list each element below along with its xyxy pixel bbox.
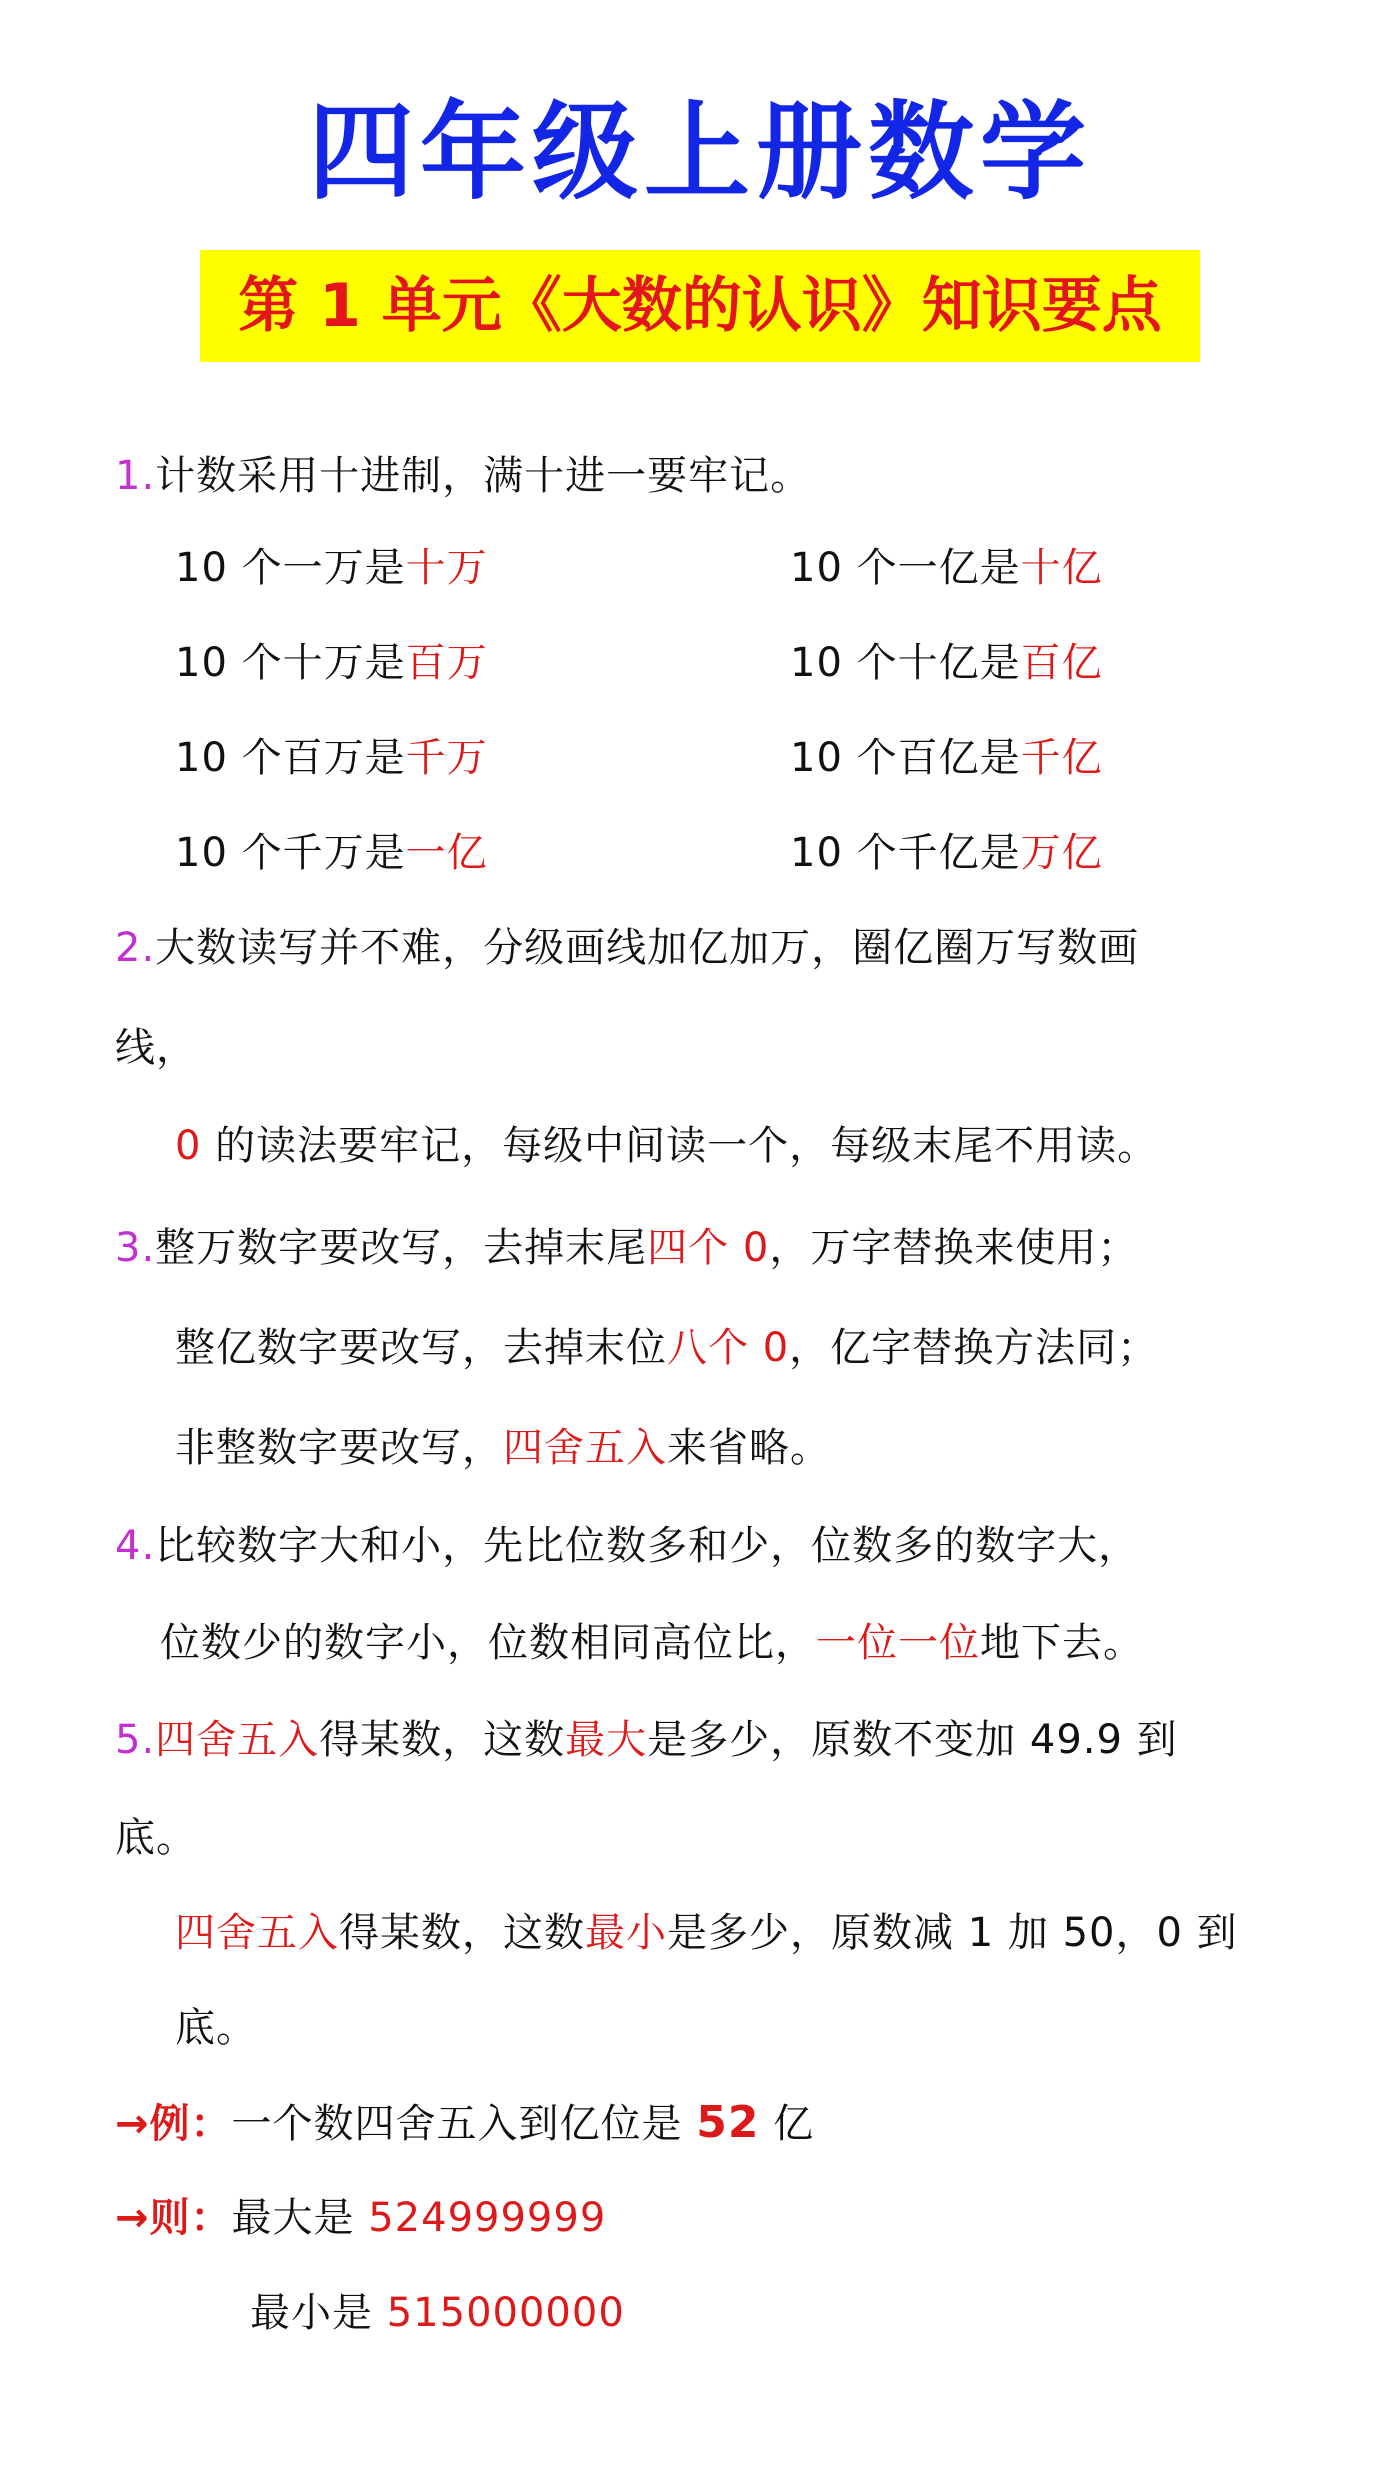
point-3-line-2 [175,1320,1158,1376]
point-5-line-2: 底。 [115,1815,197,1861]
example-text: 一个数四舍五入到亿位是 [231,2101,697,2147]
highlight: 四个 0 [647,1225,770,1271]
unit-text: 10 个百万是 [175,735,406,781]
highlight: 四舍五入 [503,1425,667,1471]
unit-text: 10 个一亿是 [790,545,1021,591]
unit-row [175,825,488,881]
unit-highlight: 十亿 [1020,545,1103,591]
highlight: 最大 [565,1717,648,1763]
unit-row [175,540,488,596]
unit-highlight: 一亿 [405,830,488,876]
result-line-min [250,2285,625,2341]
highlight: 四舍五入 [175,1910,339,1956]
unit-row [790,825,1103,881]
highlight: 一位一位 [816,1620,980,1666]
point-text: 得某数，这数 [319,1717,566,1763]
point-number: 5. [115,1717,156,1763]
point-text: 的读法要牢记，每级中间读一个，每级末尾不用读。 [201,1123,1159,1169]
unit-highlight: 万亿 [1020,830,1103,876]
page-title: 四年级上册数学 [308,91,1092,214]
point-text: ，亿字替换方法同； [789,1325,1159,1371]
unit-highlight: 百亿 [1020,640,1103,686]
point-text: ，万字替换来使用； [769,1225,1139,1271]
point-4 [115,1518,1139,1574]
point-text: 大数读写并不难，分级画线加亿加万，圈亿圈万写数画 [155,925,1140,971]
point-5 [115,1712,1178,1768]
unit-highlight: 百万 [405,640,488,686]
unit-text: 10 个一万是 [175,545,406,591]
unit-row [790,540,1103,596]
zero-digit: 0 [175,1123,202,1169]
point-2-cont: 线， [115,1025,197,1071]
point-text: 是多少，原数不变加 49.9 到 [647,1717,1178,1763]
point-3-line-3 [175,1420,831,1476]
point-text: 是多少，原数减 1 加 50，0 到 [667,1910,1238,1956]
result-line-max [115,2190,606,2246]
point-text: 计数采用十进制，满十进一要牢记。 [155,453,812,499]
point-number: 4. [115,1523,156,1569]
unit-row [175,635,488,691]
unit-text: 10 个十万是 [175,640,406,686]
page-subtitle: 第 1 单元《大数的认识》知识要点 [200,250,1200,362]
point-text: 地下去。 [980,1620,1144,1666]
point-5-line-3 [175,1905,1238,1961]
example-line [115,2095,814,2152]
unit-row [790,635,1103,691]
point-number: 1. [115,453,156,499]
point-5-line-4: 底。 [175,2005,257,2051]
example-value: 52 [696,2097,760,2148]
min-value: 515000000 [386,2290,625,2336]
min-label: 最小是 [250,2290,387,2336]
unit-row [790,730,1103,786]
point-text: 整万数字要改写，去掉末尾 [155,1225,648,1271]
point-text: 位数少的数字小，位数相同高位比， [160,1620,816,1666]
max-value: 524999999 [368,2195,607,2241]
unit-text: 10 个十亿是 [790,640,1021,686]
point-text: 比较数字大和小，先比位数多和少，位数多的数字大， [155,1523,1140,1569]
point-2 [115,920,1139,976]
point-2-zero-rule [175,1118,1158,1174]
point-text: 得某数，这数 [339,1910,585,1956]
result-label: →则： [115,2195,232,2241]
unit-highlight: 十万 [405,545,488,591]
unit-text: 10 个百亿是 [790,735,1021,781]
example-label: →例： [115,2101,232,2147]
point-text: 来省略。 [667,1425,831,1471]
unit-highlight: 千亿 [1020,735,1103,781]
point-text: 整亿数字要改写，去掉末位 [175,1325,667,1371]
unit-row [175,730,488,786]
max-label: 最大是 [231,2195,369,2241]
unit-text: 10 个千万是 [175,830,406,876]
highlight: 四舍五入 [155,1717,320,1763]
point-number: 3. [115,1225,156,1271]
highlight: 最小 [585,1910,667,1956]
point-1 [115,448,811,504]
unit-highlight: 千万 [405,735,488,781]
point-4-line-2 [160,1615,1144,1671]
point-number: 2. [115,925,156,971]
point-text: 非整数字要改写， [175,1425,503,1471]
highlight: 八个 0 [667,1325,790,1371]
example-unit: 亿 [759,2101,815,2147]
unit-text: 10 个千亿是 [790,830,1021,876]
point-3 [115,1220,1138,1276]
